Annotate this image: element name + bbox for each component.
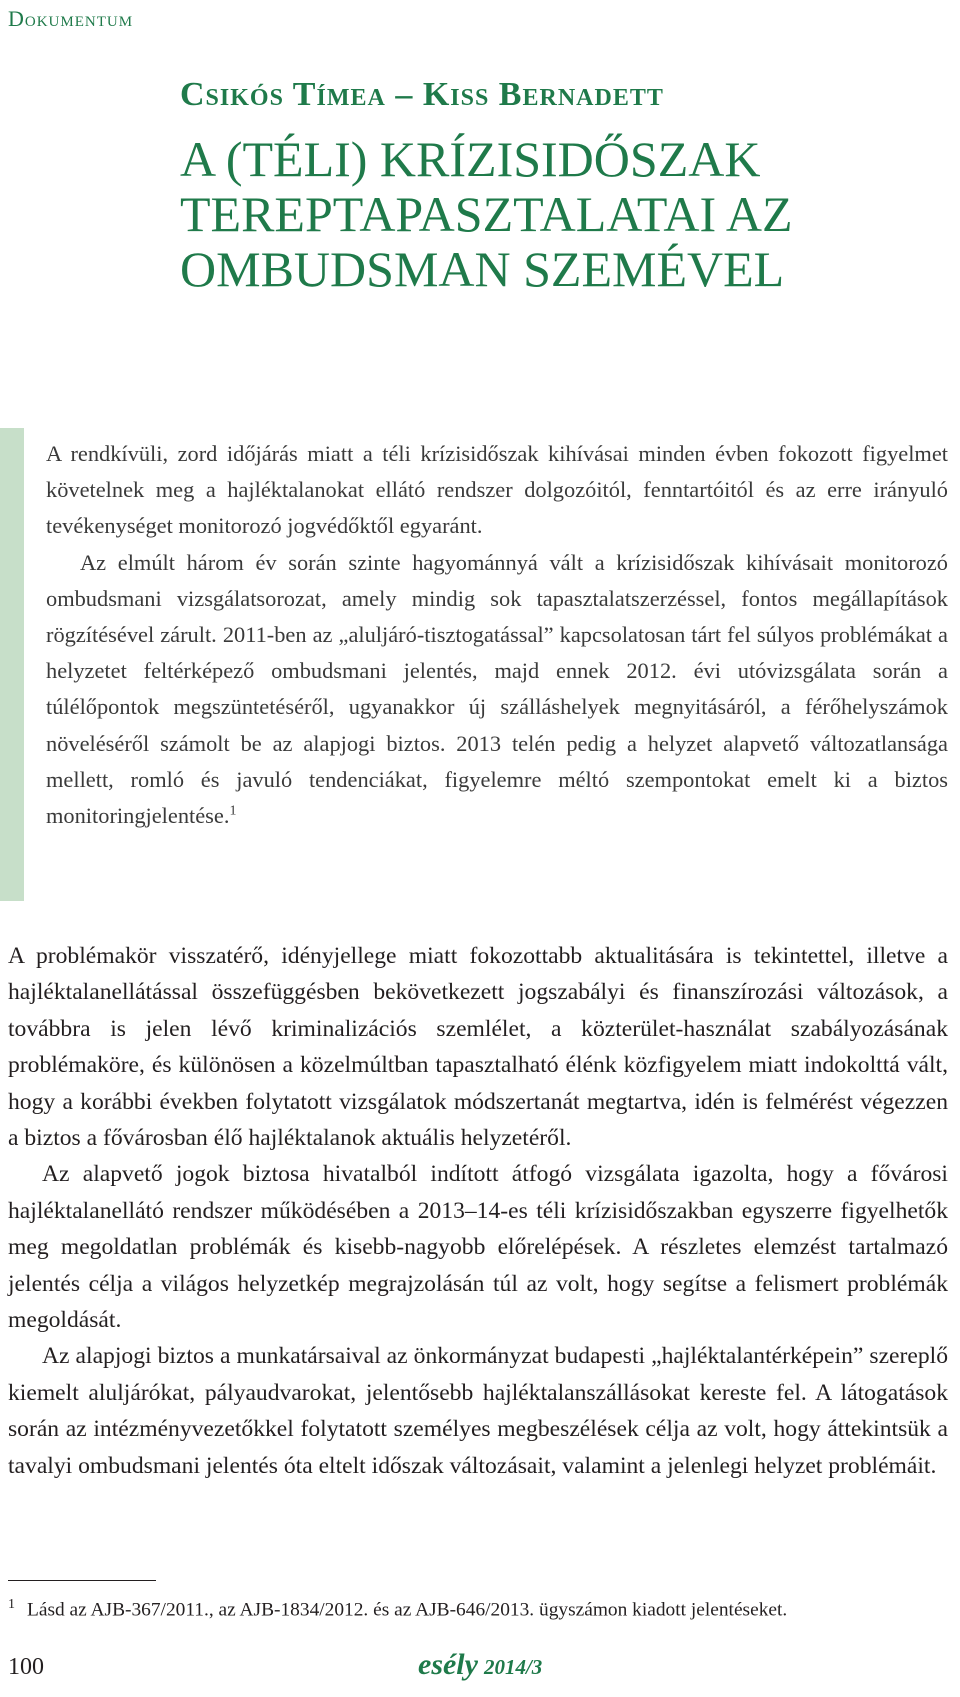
body-paragraph: Az alapjogi biztos a munkatársaival az önkormányzat budapesti „hajléktalantérképein” szereplő kiemelt aluljárókat, pályaudvarokat, jelentősebb hajléktalanszállásokat kereste fel. A látogatások során az intézményvezetőkkel folytatott személyes megbeszélések célja az volt, hogy áttekintsük a tavalyi ombudsmani jelentés óta eltelt időszak változásait, valamint a jelenlegi helyzet problémáit.: [8, 1343, 948, 1479]
abstract-paragraph: A rendkívüli, zord időjárás miatt a téli krízisidőszak kihívásai minden évben fokozott figyelmet követelnek meg a hajléktalanokat ellátó rendszer dolgozóitól, fenntartóitól és az erre irányuló tevékenységet monitorozó jogvédőktől egyaránt.: [46, 441, 948, 539]
footnote-text: Lásd az AJB-367/2011., az AJB-1834/2012. és az AJB-646/2013. ügyszámon kiadott jelentéseket.: [27, 1599, 788, 1621]
journal-issue: 2014/3: [483, 1655, 543, 1679]
article-title: [180, 132, 793, 297]
abstract-paragraph: Az elmúlt három év során szinte hagyománnyá vált a krízisidőszak kihívásait monitorozó ombudsmani vizsgálatsorozat, amely mindig sok tapasztalatszerzéssel, fontos megállapítások rögzítésével zárult. 2011-ben az „aluljáró-tisztogatással” kapcsolatosan tárt fel súlyos problémákat a helyzetet feltérképező ombudsmani jelentés, majd ennek 2012. évi utóvizsgálata során a túlélőpontok megszüntetéséről, ugyanakkor új szálláshelyek megnyitásáról, a férőhelyszámok növeléséről számolt be az alapjogi biztos. 2013 telén pedig a helyzet alapvető változatlansága mellett, romló és javuló tendenciákat, figyelemre méltó szempontokat emelt ki a biztos monitoringjelentése.$^1$: [46, 549, 948, 829]
article-body: [8, 938, 948, 1484]
page-number: 100: [8, 1654, 44, 1680]
title-line: OMBUDSMAN SZEMÉVEL: [180, 241, 785, 297]
body-paragraph: A problémakör visszatérő, idényjellege miatt fokozottabb aktualitására is tekintettel, illetve a hajléktalanellátással összefüggésben bekövetkezett jogszabályi és finanszírozási változások, a továbbra is jelen lévő kriminalizációs szemlélet, a közterület-használat szabályozásának problémaköre, és különösen a közelmúltban tapasztalható élénk közfigyelem miatt indokolttá vált, hogy a korábbi években folytatott vizsgálatok módszertanát megtartva, idén is felmérést végezzen a biztos a fővárosban élő hajléktalanok aktuális helyzetéről.: [8, 943, 948, 1152]
abstract: [46, 436, 948, 834]
running-head: Dokumentum: [8, 6, 134, 31]
title-line: A (TÉLI) KRÍZISIDŐSZAK: [180, 131, 761, 187]
abstract-accent-bar: [0, 428, 24, 901]
footnote-reference[interactable]: 1: [229, 803, 237, 819]
footnote: [8, 1597, 787, 1621]
title-line: TEREPTAPASZTALATAI AZ: [180, 186, 793, 242]
footnote-number: 1: [8, 1597, 15, 1612]
article-authors: Csikós Tímea – Kiss Bernadett: [180, 76, 664, 113]
footnote-divider: [8, 1580, 156, 1581]
journal-name: esély: [418, 1648, 478, 1681]
body-paragraph: Az alapvető jogok biztosa hivatalból indított átfogó vizsgálata igazolta, hogy a fővárosi hajléktalanellátó rendszer működésében a 2013–14-es téli krízisidőszakban egyszerre figyelhetők meg megoldatlan problémák és kisebb-nagyobb előrelépések. A részletes elemzést tartalmazó jelentés célja a világos helyzetkép megrajzolásán túl az volt, hogy segítse a felismert problémák megoldását.: [8, 1161, 948, 1334]
journal-footer: [418, 1648, 542, 1682]
